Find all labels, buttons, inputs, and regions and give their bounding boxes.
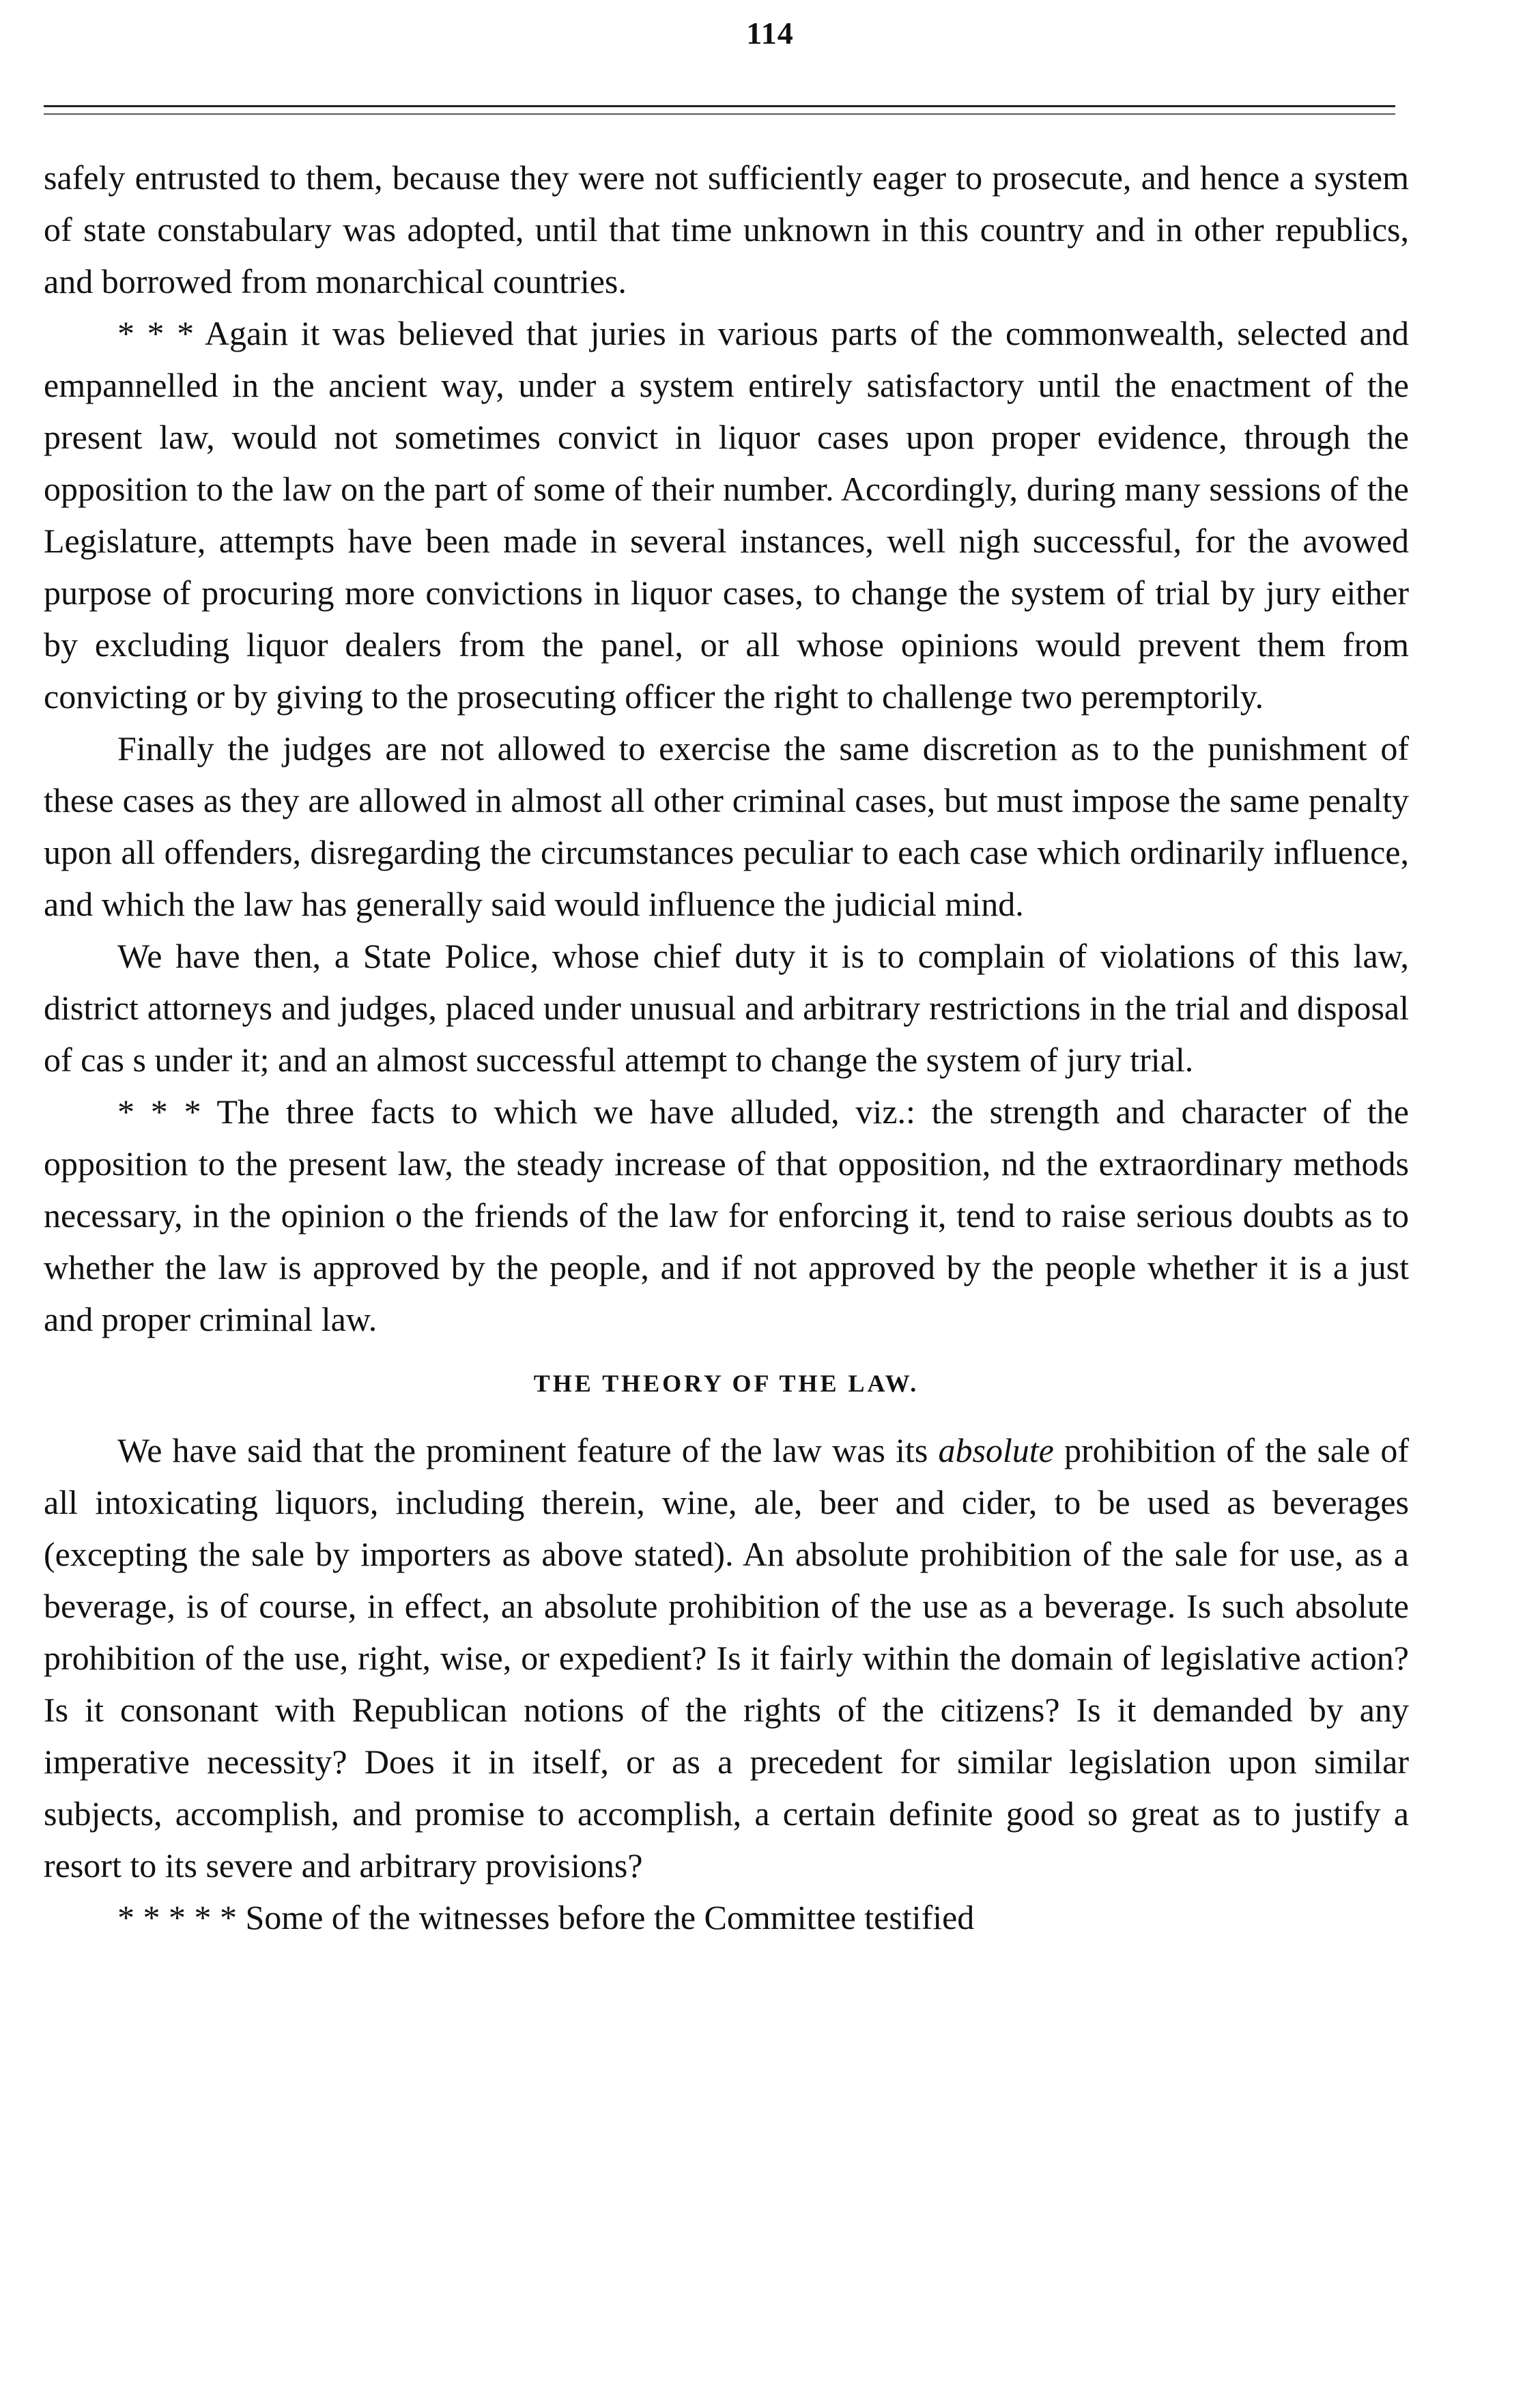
paragraph-theory-emphasis: absolute bbox=[938, 1431, 1054, 1469]
paragraph-theory-rest: prohibition of the sale of all intoxicating liquors, including therein, wine, ale, beer and cider, to be used as beverages (excepting the sale by importers as above stated). An absolute prohibition of the sale for use, as a beverage, is of course, in effect, an absolute prohibition of the use as a beverage. Is such absolute prohibition of the use, right, wise, or expedient? Is it fairly within the domain of legislative action? Is it consonant with Republican notions of the rights of the citizens? Is it demanded by any imperative necessity? Does it in itself, or as a precedent for similar legislation upon similar subjects, accomplish, and promise to accomplish, a certain definite good so great as to justify a resort to its severe and arbitrary provisions? bbox=[44, 1431, 1409, 1885]
body-text-upper bbox=[44, 152, 1409, 1943]
paragraph-theory bbox=[44, 1424, 1409, 1891]
header-rule bbox=[44, 105, 1395, 107]
paragraph-judges: Finally the judges are not allowed to exercise the same discretion as to the punishment of these cases as they are allowed in almost all other criminal cases, but must impose the same penalty upon all offenders, disregarding the circumstances peculiar to each case which ordinarily influence, and which the law has generally said would influence the judicial mind. bbox=[44, 729, 1409, 923]
paragraph-continuation: safely entrusted to them, because they were not sufficiently eager to prosecute, and hence a system of state constabulary was adopted, until that time unknown in this country and in other republics, and borrowed from monarchical countries. bbox=[44, 158, 1409, 300]
paragraph-three-facts: * * * The three facts to which we have alluded, viz.: the strength and character of the opposition to the present law, the steady increase of that opposition, nd the extraordinary methods necessary, in the opinion o the friends of the law for enforcing it, tend to raise serious doubts as to whether the law is approved by the people, and if not approved by the people whether it is a just and proper criminal law. bbox=[44, 1092, 1409, 1338]
paragraph-witnesses: * * * * * Some of the witnesses before the Committee testified bbox=[117, 1898, 975, 1936]
paragraph-state-police: We have then, a State Police, whose chief duty it is to complain of violations of this law, district attorneys and judges, placed under unusual and arbitrary restrictions in the trial and disposal of cas s under it; and an almost successful attempt to change the system of jury trial. bbox=[44, 937, 1409, 1079]
paragraph-juries: * * * Again it was believed that juries in various parts of the commonwealth, selected and empannelled in the ancient way, under a system entirely satisfactory until the enactment of the present law, would not sometimes convict in liquor cases upon proper evidence, through the opposition to the law on the part of some of their number. Accordingly, during many sessions of the Legislature, attempts have been made in several instances, well nigh successful, for the avowed purpose of procuring more convictions in liquor cases, to change the system of trial by jury either by excluding liquor dealers from the panel, or all whose opinions would prevent them from convicting or by giving to the prosecuting officer the right to challenge two peremptorily. bbox=[44, 314, 1409, 716]
section-heading: THE THEORY OF THE LAW. bbox=[533, 1370, 919, 1397]
paragraph-theory-start: We have said that the prominent feature of the law was its bbox=[117, 1431, 939, 1469]
header-rule-thin bbox=[44, 113, 1395, 115]
page-number: 114 bbox=[746, 16, 794, 51]
